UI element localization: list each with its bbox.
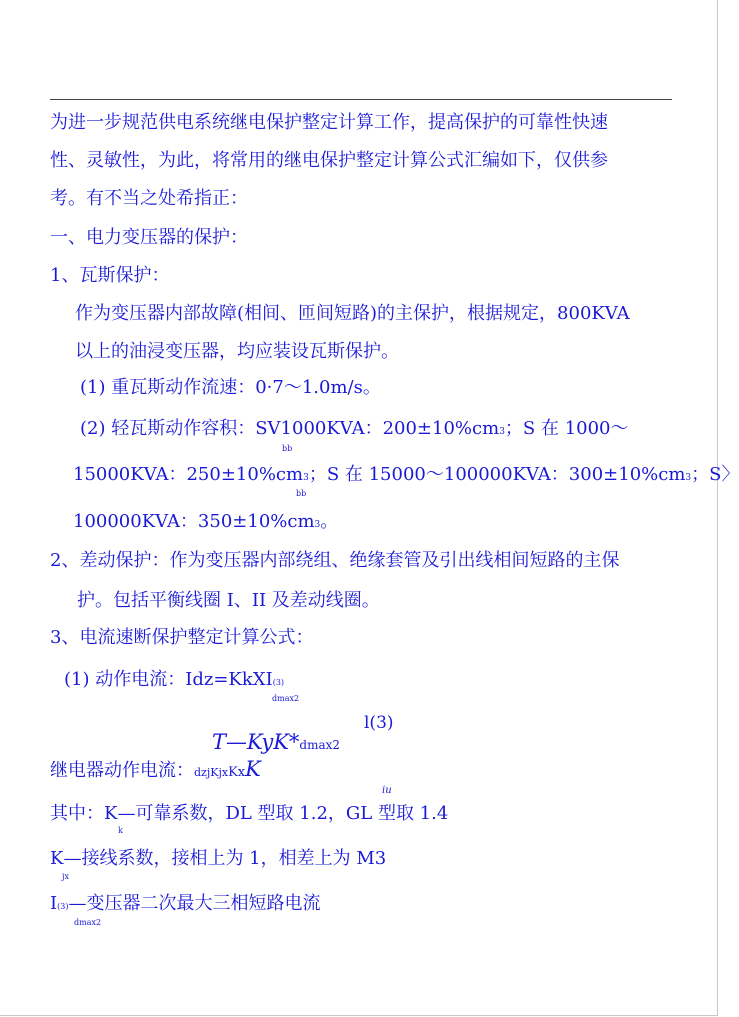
- instant-protection-heading: 3、电流速断保护整定计算公式：: [50, 627, 314, 648]
- gas-desc-line-2: 以上的油浸变压器，均应装设瓦斯保护。: [75, 341, 399, 362]
- intro-line-2: 性、灵敏性，为此，将常用的继电保护整定计算公式汇编如下，仅供参: [50, 150, 608, 171]
- gas-item-light: (2) 轻瓦斯动作容积：SV1000KVA：200±10%cm3；S 在 1000～: [80, 418, 629, 439]
- instant-item-1: (1) 动作电流：Idz=KkXI(3): [64, 669, 285, 690]
- gas-item-light-line-3: 100000KVA：350±10%cm3。: [73, 511, 339, 532]
- subscript-k: k: [118, 826, 123, 835]
- subscript-bb-2: bb: [296, 489, 307, 498]
- def-kjx: K—接线系数，接相上为 1，相差上为 M3: [50, 848, 387, 869]
- formula-bracket: l(3): [364, 713, 394, 733]
- subscript-dmax2-def: dmax2: [74, 918, 102, 927]
- def-kk: 其中：K—可靠系数，DL 型取 1.2，GL 型取 1.4: [50, 803, 449, 824]
- header-rule: [50, 99, 672, 100]
- subscript-bb-1: bb: [282, 444, 293, 453]
- gas-protection-heading: 1、瓦斯保护：: [50, 265, 170, 286]
- subscript-jx: jx: [62, 872, 69, 881]
- section-title: 一、电力变压器的保护：: [50, 227, 248, 248]
- gas-item-heavy: (1) 重瓦斯动作流速：0·7～1.0m/s。: [80, 377, 381, 398]
- gas-desc-line-1: 作为变压器内部故障(相间、匝间短路)的主保护，根据规定，800KVA: [75, 303, 630, 324]
- diff-protection-line-2: 护。包括平衡线圈 I、II 及差动线圈。: [77, 590, 380, 611]
- formula-label: 继电器动作电流：dzjKjxKxK: [50, 757, 261, 781]
- intro-line-1: 为进一步规范供电系统继电保护整定计算工作，提高保护的可靠性快速: [50, 112, 608, 133]
- formula-numerator: T—KyK*dmax2: [212, 730, 341, 754]
- subscript-dmax2: dmax2: [272, 694, 300, 703]
- intro-line-3: 考。有不当之处希指正：: [50, 188, 248, 209]
- gas-item-light-line-2: 15000KVA：250±10%cm3；S 在 15000～100000KVA：300±10%cm3；S〉: [73, 464, 739, 485]
- formula-iu: iu: [382, 785, 392, 796]
- diff-protection-heading: 2、差动保护：作为变压器内部绕组、绝缘套管及引出线相间短路的主保: [50, 550, 620, 571]
- def-i3: I(3)—变压器二次最大三相短路电流: [50, 893, 321, 914]
